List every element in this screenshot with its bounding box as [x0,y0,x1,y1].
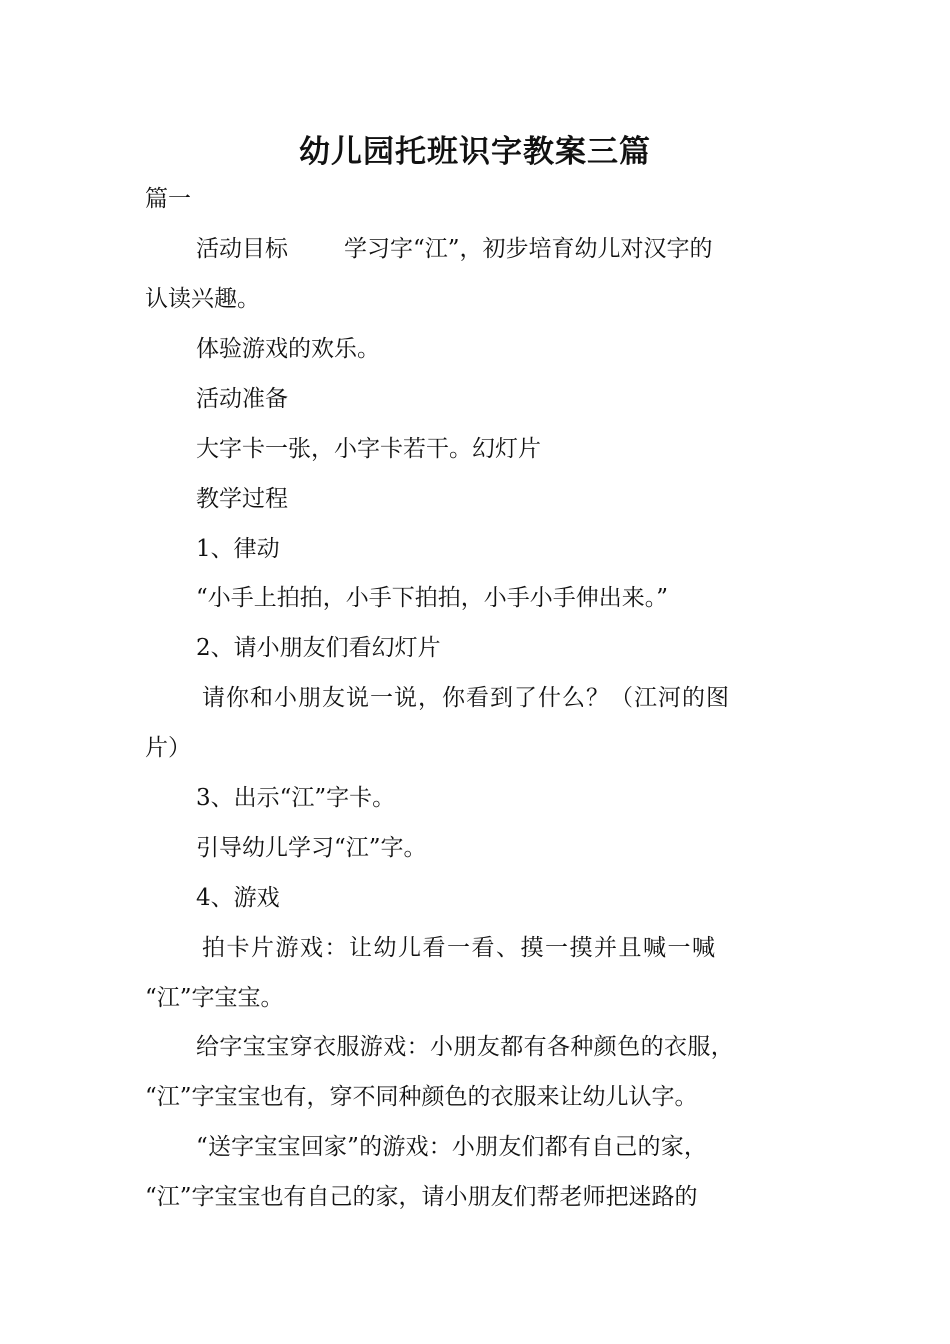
paragraph-line: 教学过程 [196,486,288,512]
paragraph-line: 引导幼儿学习“江”字。 [196,835,427,861]
paragraph-line: “送字宝宝回家”的游戏：小朋友们都有自己的家， [196,1134,708,1160]
paragraph-line: 体验游戏的欢乐。 [196,336,380,362]
paragraph-line [196,231,713,267]
paragraph-line: 1、律动 [196,536,280,562]
paragraph-line: 3、出示“江”字卡。 [196,785,396,811]
paragraph-line: 给字宝宝穿衣服游戏：小朋友都有各种颜色的衣服， [196,1034,735,1060]
paragraph-line: “小手上拍拍，小手下拍拍，小手小手伸出来。” [196,585,669,611]
paragraph-line: 2、请小朋友们看幻灯片 [196,635,441,661]
document-title: 幼儿园托班识字教案三篇 [299,134,651,170]
section-heading: 篇一 [145,186,191,212]
paragraph-line: 大字卡一张，小字卡若干。幻灯片 [196,436,541,462]
paragraph-line: 4、游戏 [196,885,280,911]
paragraph-line: 片） [145,735,191,761]
paragraph-line: 请你和小朋友说一说，你看到了什么？（江河的图 [202,685,730,711]
paragraph-line: “江”字宝宝。 [145,985,284,1011]
paragraph-line: 认读兴趣。 [145,286,260,312]
goal-text: 学习字“江”，初步培育幼儿对汉字的 [344,236,713,262]
paragraph-line: “江”字宝宝也有自己的家，请小朋友们帮老师把迷路的 [145,1184,698,1210]
goal-label: 活动目标 [196,236,288,262]
paragraph-line: 活动准备 [196,386,288,412]
paragraph-line: 拍卡片游戏：让幼儿看一看、摸一摸并且喊一喊 [202,935,717,961]
paragraph-line: “江”字宝宝也有，穿不同种颜色的衣服来让幼儿认字。 [145,1084,698,1110]
